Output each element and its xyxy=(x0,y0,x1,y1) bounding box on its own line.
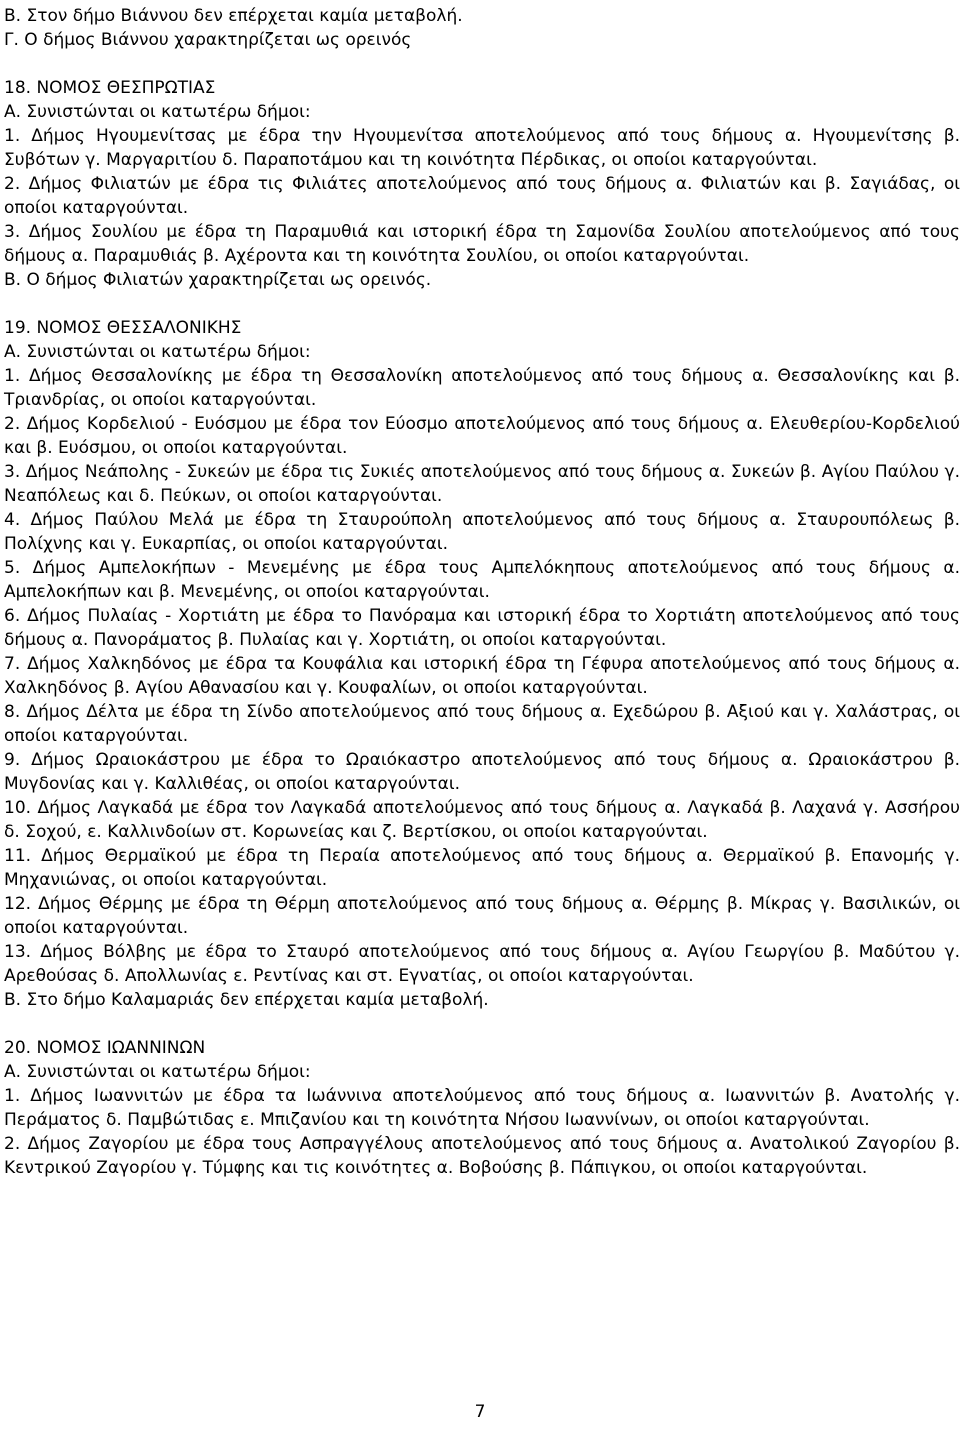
section-heading: 18. ΝΟΜΟΣ ΘΕΣΠΡΩΤΙΑΣ xyxy=(4,78,216,98)
section-closing: Β. Στο δήμο Καλαμαριάς δεν επέρχεται καμία μεταβολή. xyxy=(4,990,489,1010)
section-thesprotia xyxy=(4,76,960,292)
list-item: 2. Δήμος Ζαγορίου με έδρα τους Ασπραγγέλους αποτελούμενος από τους δήμους α. Ανατολικού Ζαγορίου β. Κεντρικού Ζαγορίου γ. Τύμφης και τις κοινότητες α. Βοβούσης β. Πάπιγκου, οι οποίοι καταργούνται. xyxy=(4,1134,960,1178)
section-heading: 19. ΝΟΜΟΣ ΘΕΣΣΑΛΟΝΙΚΗΣ xyxy=(4,318,242,338)
list-item: 1. Δήμος Θεσσαλονίκης με έδρα τη Θεσσαλονίκη αποτελούμενος από τους δήμους α. Θεσσαλονίκης και β. Τριανδρίας, οι οποίοι καταργούνται. xyxy=(4,366,960,410)
section-ioannina xyxy=(4,1036,960,1180)
list-item: 2. Δήμος Κορδελιού - Ευόσμου με έδρα τον Εύοσμο αποτελούμενος από τους δήμους α. Ελευθερίου-Κορδελιού και β. Ευόσμου, οι οποίοι καταργούνται. xyxy=(4,414,960,458)
list-item: 1. Δήμος Ηγουμενίτσας με έδρα την Ηγουμενίτσα αποτελούμενος από τους δήμους α. Ηγουμενίτσης β. Συβότων γ. Μαργαριτίου δ. Παραποτάμου και τη κοινότητα Πέρδικας, οι οποίοι καταργούνται. xyxy=(4,126,960,170)
list-item: 3. Δήμος Σουλίου με έδρα τη Παραμυθιά και ιστορική έδρα τη Σαμονίδα Σουλίου αποτελούμενος από τους δήμους α. Παραμυθιάς β. Αχέροντα και τη κοινότητα Σουλίου, οι οποίοι καταργούνται. xyxy=(4,222,960,266)
list-item: 6. Δήμος Πυλαίας - Χορτιάτη με έδρα το Πανόραμα και ιστορική έδρα το Χορτιάτη αποτελούμενος από τους δήμους α. Πανοράματος β. Πυλαίας και γ. Χορτιάτη, οι οποίοι καταργούνται. xyxy=(4,606,960,650)
section-intro: Α. Συνιστώνται οι κατωτέρω δήμοι: xyxy=(4,102,311,122)
section-closing: Β. Ο δήμος Φιλιατών χαρακτηρίζεται ως ορεινός. xyxy=(4,270,432,290)
list-item: 7. Δήμος Χαλκηδόνος με έδρα τα Κουφάλια και ιστορική έδρα τη Γέφυρα αποτελούμενος από τους δήμους α. Χαλκηδόνος β. Αγίου Αθανασίου και γ. Κουφαλίων, οι οποίοι καταργούνται. xyxy=(4,654,960,698)
list-item: 2. Δήμος Φιλιατών με έδρα τις Φιλιάτες αποτελούμενος από τους δήμους α. Φιλιατών και β. Σαγιάδας, οι οποίοι καταργούνται. xyxy=(4,174,960,218)
list-item: 12. Δήμος Θέρμης με έδρα τη Θέρμη αποτελούμενος από τους δήμους α. Θέρμης β. Μίκρας γ. Βασιλικών, οι οποίοι καταργούνται. xyxy=(4,894,960,938)
text-line: Γ. Ο δήμος Βιάννου χαρακτηρίζεται ως ορεινός xyxy=(4,30,412,50)
document-body xyxy=(4,4,960,1180)
text-line: Β. Στον δήμο Βιάννου δεν επέρχεται καμία μεταβολή. xyxy=(4,6,463,26)
list-item: 10. Δήμος Λαγκαδά με έδρα τον Λαγκαδά αποτελούμενος από τους δήμους α. Λαγκαδά β. Λαχανά γ. Ασσήρου δ. Σοχού, ε. Καλλινδοίων στ. Κορωνείας και ζ. Βερτίσκου, οι οποίοι καταργούνται. xyxy=(4,798,960,842)
list-item: 1. Δήμος Ιωαννιτών με έδρα τα Ιωάννινα αποτελούμενος από τους δήμους α. Ιωαννιτών β. Ανατολής γ. Περάματος δ. Παμβώτιδας ε. Μπιζανίου και τη κοινότητα Νήσου Ιωαννίνων, οι οποίοι καταργούνται. xyxy=(4,1086,960,1130)
list-item: 13. Δήμος Βόλβης με έδρα το Σταυρό αποτελούμενος από τους δήμους α. Αγίου Γεωργίου β. Μαδύτου γ. Αρεθούσας δ. Απολλωνίας ε. Ρεντίνας και στ. Εγνατίας, οι οποίοι καταργούνται. xyxy=(4,942,960,986)
list-item: 9. Δήμος Ωραιοκάστρου με έδρα το Ωραιόκαστρο αποτελούμενος από τους δήμους α. Ωραιοκάστρου β. Μυγδονίας και γ. Καλλιθέας, οι οποίοι καταργούνται. xyxy=(4,750,960,794)
section-heading: 20. ΝΟΜΟΣ ΙΩΑΝΝΙΝΩΝ xyxy=(4,1038,206,1058)
list-item: 4. Δήμος Παύλου Μελά με έδρα τη Σταυρούπολη αποτελούμενος από τους δήμους α. Σταυρουπόλεως β. Πολίχνης και γ. Ευκαρπίας, οι οποίοι καταργούνται. xyxy=(4,510,960,554)
list-item: 3. Δήμος Νεάπολης - Συκεών με έδρα τις Συκιές αποτελούμενος από τους δήμους α. Συκεών β. Αγίου Παύλου γ. Νεαπόλεως και δ. Πεύκων, οι οποίοι καταργούνται. xyxy=(4,462,960,506)
list-item: 8. Δήμος Δέλτα με έδρα τη Σίνδο αποτελούμενος από τους δήμους α. Εχεδώρου β. Αξιού και γ. Χαλάστρας, οι οποίοι καταργούνται. xyxy=(4,702,960,746)
section-intro: Α. Συνιστώνται οι κατωτέρω δήμοι: xyxy=(4,1062,311,1082)
list-item: 5. Δήμος Αμπελοκήπων - Μενεμένης με έδρα τους Αμπελόκηπους αποτελούμενος από τους δήμους α. Αμπελοκήπων και β. Μενεμένης, οι οποίοι καταργούνται. xyxy=(4,558,960,602)
section-intro: Α. Συνιστώνται οι κατωτέρω δήμοι: xyxy=(4,342,311,362)
section-thessaloniki xyxy=(4,316,960,1012)
list-item: 11. Δήμος Θερμαϊκού με έδρα τη Περαία αποτελούμενος από τους δήμους α. Θερμαϊκού β. Επανομής γ. Μηχανιώνας, οι οποίοι καταργούνται. xyxy=(4,846,960,890)
page-number: 7 xyxy=(474,1402,486,1422)
